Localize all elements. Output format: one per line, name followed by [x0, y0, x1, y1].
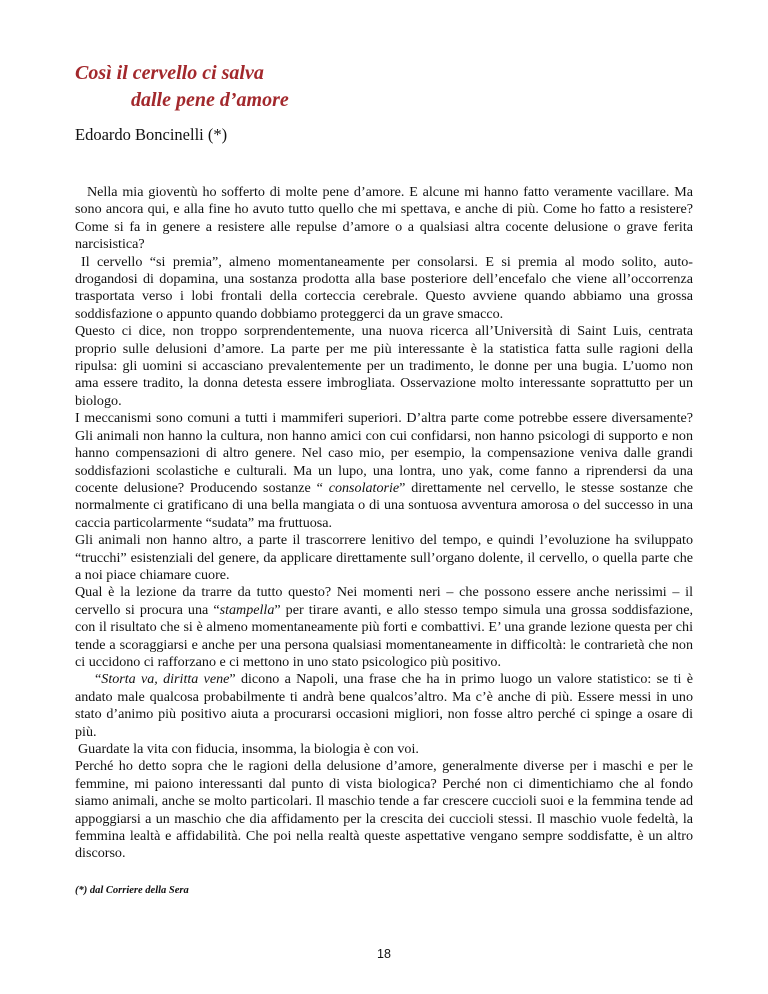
paragraph-6-text-a: Qual è la lezione da trarre da tutto questo? Nei momenti neri – che possono essere anche nerissimi – il cervello si procura una “: [75, 584, 693, 618]
paragraph-6-text-b: ” per tirare avanti, e allo stesso tempo simula una grossa soddisfazione, con il risultato che si è almeno momentaneamente più forti e combattivi. E’ una grande lezione questa per chi tende a scoraggiarsi e anche per una persona qualsiasi momentaneamente in difficoltà: le contrarietà che non ci uccidono ci rafforzano e ci mettono in uno stato psicologico più positivo.: [75, 601, 693, 670]
paragraph-5-text: Gli animali non hanno altro, a parte il trascorrere lenitivo del tempo, e quindi l’evoluzione ha sviluppato “trucchi” esistenziali del genere, da applicare direttamente sull’organo dolente, il cervello, o quella parte che a noi piace chiamare cuore.: [75, 532, 693, 583]
paragraph-7-text-b: ” dicono a Napoli, una frase che ha in primo luogo un valore statistico: se ti è andato male qualcosa probabilmente ti andrà bene qualcos’altro. Ma c’è anche di più. Essere messi in uno stato d’animo più positivo aiuta a procurarsi occasioni migliori, non fosse altro perché ci spinge a osare di più.: [75, 671, 693, 740]
paragraph-7-italic: Storta va, diritta vene: [101, 671, 230, 688]
paragraph-3-text: Questo ci dice, non troppo sorprendentemente, una nuova ricerca all’Università di Saint Luis, centrata proprio sulle delusioni d’amore. La parte per me più interessante è la statistica fatta sulle ragioni della ripulsa: gli uomini si accasciano prevalentemente per un tradimento, le donne per una bugia. L’uomo non ama essere tradito, la donna detesta essere imbrogliata. Osservazione molto interessante soprattutto per un biologo.: [75, 323, 693, 409]
paragraph-8: [75, 741, 693, 758]
article-title-line-1: Così il cervello ci salva: [75, 62, 264, 84]
paragraph-3: [75, 323, 693, 410]
article-title-line-2: dalle pene d’amore: [131, 89, 289, 111]
paragraph-7-text-a: “: [95, 671, 102, 688]
paragraph-9: [75, 758, 693, 862]
paragraph-1-text: Nella mia gioventù ho sofferto di molte pene d’amore. E alcune mi hanno fatto veramente vacillare. Ma sono ancora qui, e alla fine ho avuto tutto quello che mi spettava, e anche di più. Come ho fatto a resistere? Come si fa in genere a resistere alle repulse d’amore o a qualsiasi altra cocente delusione o grave ferita narcisistica?: [75, 184, 693, 253]
paragraph-4-text-b: ” direttamente nel cervello, le stesse sostanze che normalmente ci gratificano di una bella mangiata o di una sontuosa avventura amorosa o del successo in una caccia particolarmente “sudata” ma fruttuosa.: [75, 479, 693, 531]
paragraph-1: [75, 184, 693, 254]
page-number: 18: [377, 947, 391, 961]
paragraph-4-text-a: I meccanismi sono comuni a tutti i mammiferi superiori. D’altra parte come potrebbe essere diversamente? Gli animali non hanno la cultura, non hanno amici con cui confidarsi, non hanno psicologi di supporto e non hanno compensazioni di altro genere. Nel caso mio, per esempio, la compensazione veniva dalle grandi soddisfazioni scolastiche e culturali. Ma un lupo, una lontra, uno yak, come fanno a riprendersi da una cocente delusione? Producendo sostanze “: [75, 410, 693, 496]
source-note: (*) dal Corriere della Sera: [75, 885, 189, 896]
article-body: [75, 184, 693, 863]
article-author: Edoardo Boncinelli (*): [75, 125, 228, 144]
paragraph-4: [75, 410, 693, 532]
paragraph-5: [75, 532, 693, 584]
paragraph-7: [75, 671, 693, 741]
paragraph-2-text: Il cervello “si premia”, almeno momentaneamente per consolarsi. E si premia al modo solito, auto-drogandosi di dopamina, una sostanza prodotta alla base posteriore dell’encefalo che viene all’occorrenza trasportata verso i lobi frontali della corteccia cerebrale. Questo avviene quando abbiamo una grossa soddisfazione o appunto quando dobbiamo proteggerci da un grave smacco.: [75, 253, 693, 322]
paragraph-2: [75, 254, 693, 324]
paragraph-4-italic: consolatorie: [328, 479, 400, 496]
paragraph-6: [75, 584, 693, 671]
article-title: [75, 60, 289, 114]
paragraph-8-text: Guardate la vita con fiducia, insomma, la biologia è con voi.: [78, 741, 419, 757]
paragraph-6-italic: stampella: [219, 601, 275, 618]
paragraph-9-text: Perché ho detto sopra che le ragioni della delusione d’amore, generalmente diverse per i maschi e per le femmine, mi paiono interessanti dal punto di vista biologica? Perché non ci dimentichiamo che al fondo siamo animali, anche se molto particolari. Il maschio tende a far crescere cuccioli suoi e la femmina tende ad appoggiarsi a un maschio che dia affidamento per la crescita dei cuccioli stessi. Il maschio vuole fedeltà, la femmina lealtà e affidabilità. Che poi nella realtà queste aspettative vengano sempre soddisfatte, è un altro discorso.: [75, 758, 693, 862]
